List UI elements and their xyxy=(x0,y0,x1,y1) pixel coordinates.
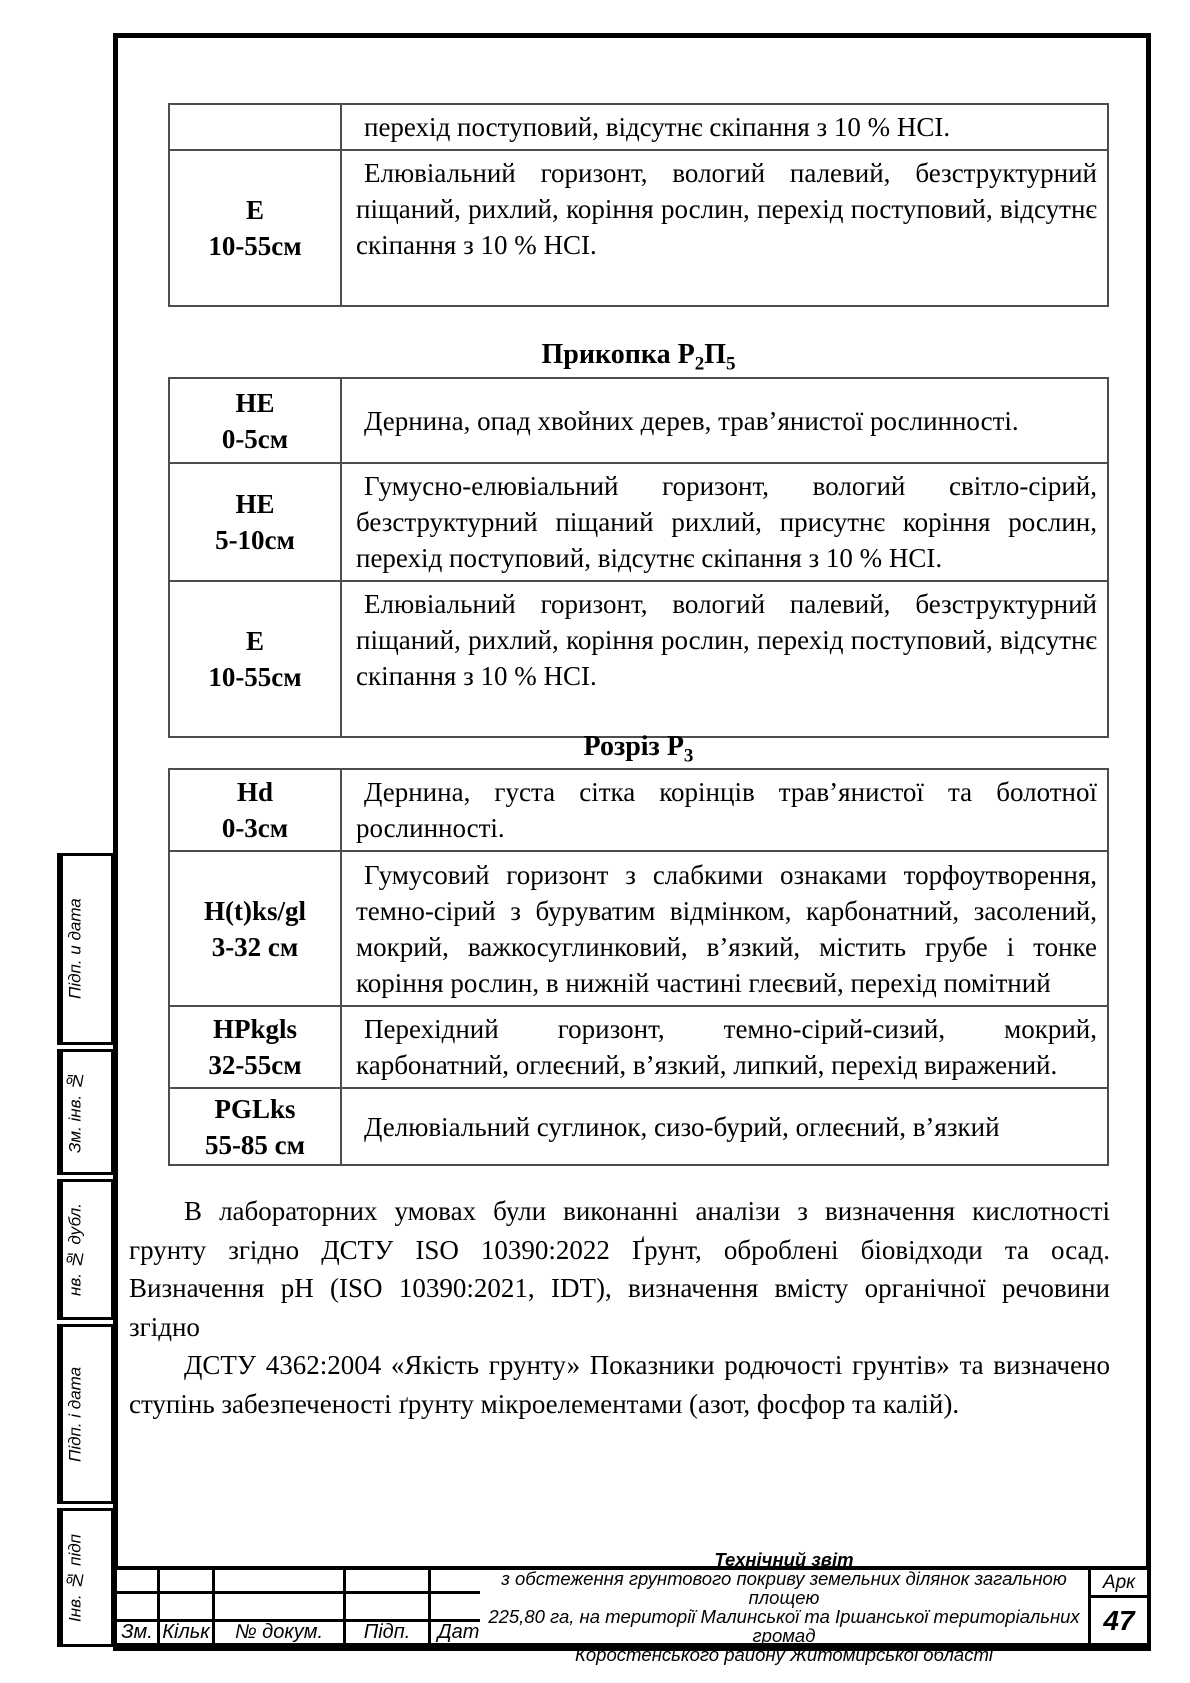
sheet-label: Арк xyxy=(1091,1570,1147,1595)
sidebar-label: Підп. і дата xyxy=(60,1327,88,1501)
horizon-depth: 55-85 см xyxy=(204,1129,306,1160)
table-row xyxy=(169,851,1108,1006)
table-row xyxy=(169,378,1108,463)
document-title-line: з обстеження грунтового покриву земельних ділянок загальною площею xyxy=(501,1567,1067,1608)
horizon-code: PGLks xyxy=(214,1093,296,1124)
stamp-label-docnum: № докум. xyxy=(215,1622,343,1643)
paragraph: ДСТУ 4362:2004 «Якість грунту» Показники родючості грунтів» та визначено ступінь забезпеченості ґрунту мікроелементами (азот, фосфор та калій). xyxy=(129,1350,1110,1419)
soil-table-continuation xyxy=(168,103,1109,307)
stamp-label-zm: Зм. xyxy=(117,1622,157,1643)
horizon-code-cell xyxy=(169,769,341,851)
stamp-cell xyxy=(346,1594,428,1618)
document-title-line: Коростенського району Житомирської області xyxy=(574,1643,993,1665)
horizon-depth: 10-55см xyxy=(208,231,302,261)
horizon-description-cell: Дернина, опад хвойних дерев, трав’янистої рослинності. xyxy=(341,378,1108,463)
stamp-label-pidp: Підп. xyxy=(346,1622,428,1643)
table-row xyxy=(169,581,1108,737)
stamp-cell xyxy=(160,1594,212,1618)
horizon-depth: 3-32 см xyxy=(211,931,299,962)
sidebar-label: нв. № дубл. xyxy=(60,1182,88,1317)
body-text xyxy=(129,1192,1110,1423)
stamp-cell xyxy=(431,1570,486,1591)
table-row xyxy=(169,150,1108,306)
horizon-description-cell: Гумусовий горизонт з слабкими ознаками торфоутворення, темно-сірий з буруватим відмінком, карбонатний, засолений, мокрий, важкосуглинковий, в’язкий, містить грубе і тонке коріння рослин, в нижній частині глеєвий, перехід помітний xyxy=(341,851,1108,1006)
horizon-description-cell: Елювіальний горизонт, вологий палевий, безструктурний піщаний, рихлий, коріння рослин, перехід поступовий, відсутнє скіпання з 10 % НСІ. xyxy=(341,581,1108,737)
horizon-code-cell xyxy=(169,463,341,581)
table-row xyxy=(169,104,1108,150)
horizon-code: НЕ xyxy=(235,489,275,519)
horizon-code: H(t)ks/gl xyxy=(203,895,306,926)
table-row xyxy=(169,1006,1108,1088)
horizon-code: НЕ xyxy=(235,387,275,418)
document-title-line: 225,80 га, на території Малинської та Іршанської територіальних громад xyxy=(488,1605,1080,1646)
section-title-word: Прикопка xyxy=(541,339,671,370)
stamp-cell xyxy=(117,1594,157,1618)
soil-table-prykopka xyxy=(168,377,1109,738)
horizon-depth: 10-55см xyxy=(208,662,302,692)
sidebar-empty-cell xyxy=(88,1511,111,1644)
horizon-code-cell xyxy=(169,150,341,306)
sidebar-box-inv-dubl xyxy=(57,1179,114,1320)
horizon-code: Е xyxy=(245,195,264,225)
document-title xyxy=(480,1548,1088,1665)
paragraph: В лабораторних умовах були виконанні аналізи з визначення кислотності грунту згідно ДСТУ ISO 10390:2022 Ґрунт, оброблені біовідходи та осад. Визначення рН (ISO 10390:2021, IDT), визначення вмісту органічної речовини згідно xyxy=(129,1196,1110,1342)
horizon-description-cell: перехід поступовий, відсутнє скіпання з 10 % НСІ. xyxy=(341,104,1108,150)
title-block-grid xyxy=(117,1570,480,1643)
horizon-description-cell: Елювіальний горизонт, вологий палевий, безструктурний піщаний, рихлий, коріння рослин, перехід поступовий, відсутнє скіпання з 10 % НСІ. xyxy=(341,150,1108,306)
sidebar-box-inv-pidp xyxy=(57,1508,114,1647)
sidebar-box-pidp-i-data xyxy=(57,1324,114,1504)
horizon-description-cell: Перехідний горизонт, темно-сірий-сизий, мокрий, карбонатний, оглеєний, в’язкий, липкий, перехід виражений. xyxy=(341,1006,1108,1088)
horizon-depth: 32-55см xyxy=(208,1050,302,1080)
sidebar-label: Зм. інв. № xyxy=(60,1052,88,1172)
horizon-code: Е xyxy=(245,626,264,656)
horizon-depth: 5-10см xyxy=(215,525,295,555)
horizon-code-cell xyxy=(169,104,341,150)
stamp-cell xyxy=(215,1570,343,1591)
sidebar-label: Інв. № підп xyxy=(60,1511,88,1644)
stamp-cell xyxy=(215,1594,343,1618)
stamp-cell xyxy=(346,1570,428,1591)
document-title-line: Технічний звіт xyxy=(714,1548,854,1570)
soil-table-rozriz xyxy=(168,768,1109,1166)
stamp-label-dat: Дат xyxy=(431,1622,486,1643)
stamp-label-kilk: Кільк xyxy=(160,1622,212,1643)
horizon-code-cell xyxy=(169,851,341,1006)
sidebar-box-zm-inv xyxy=(57,1049,114,1175)
section-title-symbol: $Р_3$ xyxy=(666,731,694,767)
stamp-cell xyxy=(160,1570,212,1591)
table-row xyxy=(169,1088,1108,1165)
sidebar-empty-cell xyxy=(88,1052,111,1172)
stamp-cell xyxy=(117,1570,157,1591)
horizon-code-cell xyxy=(169,1006,341,1088)
stamp-cell xyxy=(431,1594,486,1618)
section-title-word: Розріз xyxy=(583,731,660,762)
sidebar-empty-cell xyxy=(88,856,111,1042)
horizon-depth: 0-5см xyxy=(221,423,289,454)
horizon-description-cell: Гумусно-елювіальний горизонт, вологий світло-сірий, безструктурний піщаний рихлий, присутнє коріння рослин, перехід поступовий, відсутнє скіпання з 10 % НСІ. xyxy=(341,463,1108,581)
sheet-number-block xyxy=(1091,1570,1147,1643)
table-row xyxy=(169,463,1108,581)
sidebar-box-pidp-y-data xyxy=(57,853,114,1045)
sheet-number: 47 xyxy=(1091,1598,1147,1643)
table-row xyxy=(169,769,1108,851)
horizon-code: HPkgls xyxy=(212,1014,298,1044)
horizon-code-cell xyxy=(169,378,341,463)
section-title-symbol: $Р_2П_5$ xyxy=(677,339,736,375)
sidebar-empty-cell xyxy=(88,1182,111,1317)
sidebar-empty-cell xyxy=(88,1327,111,1501)
horizon-description-cell: Дернина, густа сітка корінців трав’янистої та болотної рослинності. xyxy=(341,769,1108,851)
horizon-depth: 0-3см xyxy=(221,813,289,843)
horizon-code-cell xyxy=(169,581,341,737)
sidebar-label: Підп. и дата xyxy=(60,856,88,1042)
horizon-code-cell xyxy=(169,1088,341,1165)
horizon-code: Hd xyxy=(236,777,274,807)
horizon-description-cell: Делювіальний суглинок, сизо-бурий, оглеєний, в’язкий xyxy=(341,1088,1108,1165)
title-block xyxy=(113,1548,1151,1665)
